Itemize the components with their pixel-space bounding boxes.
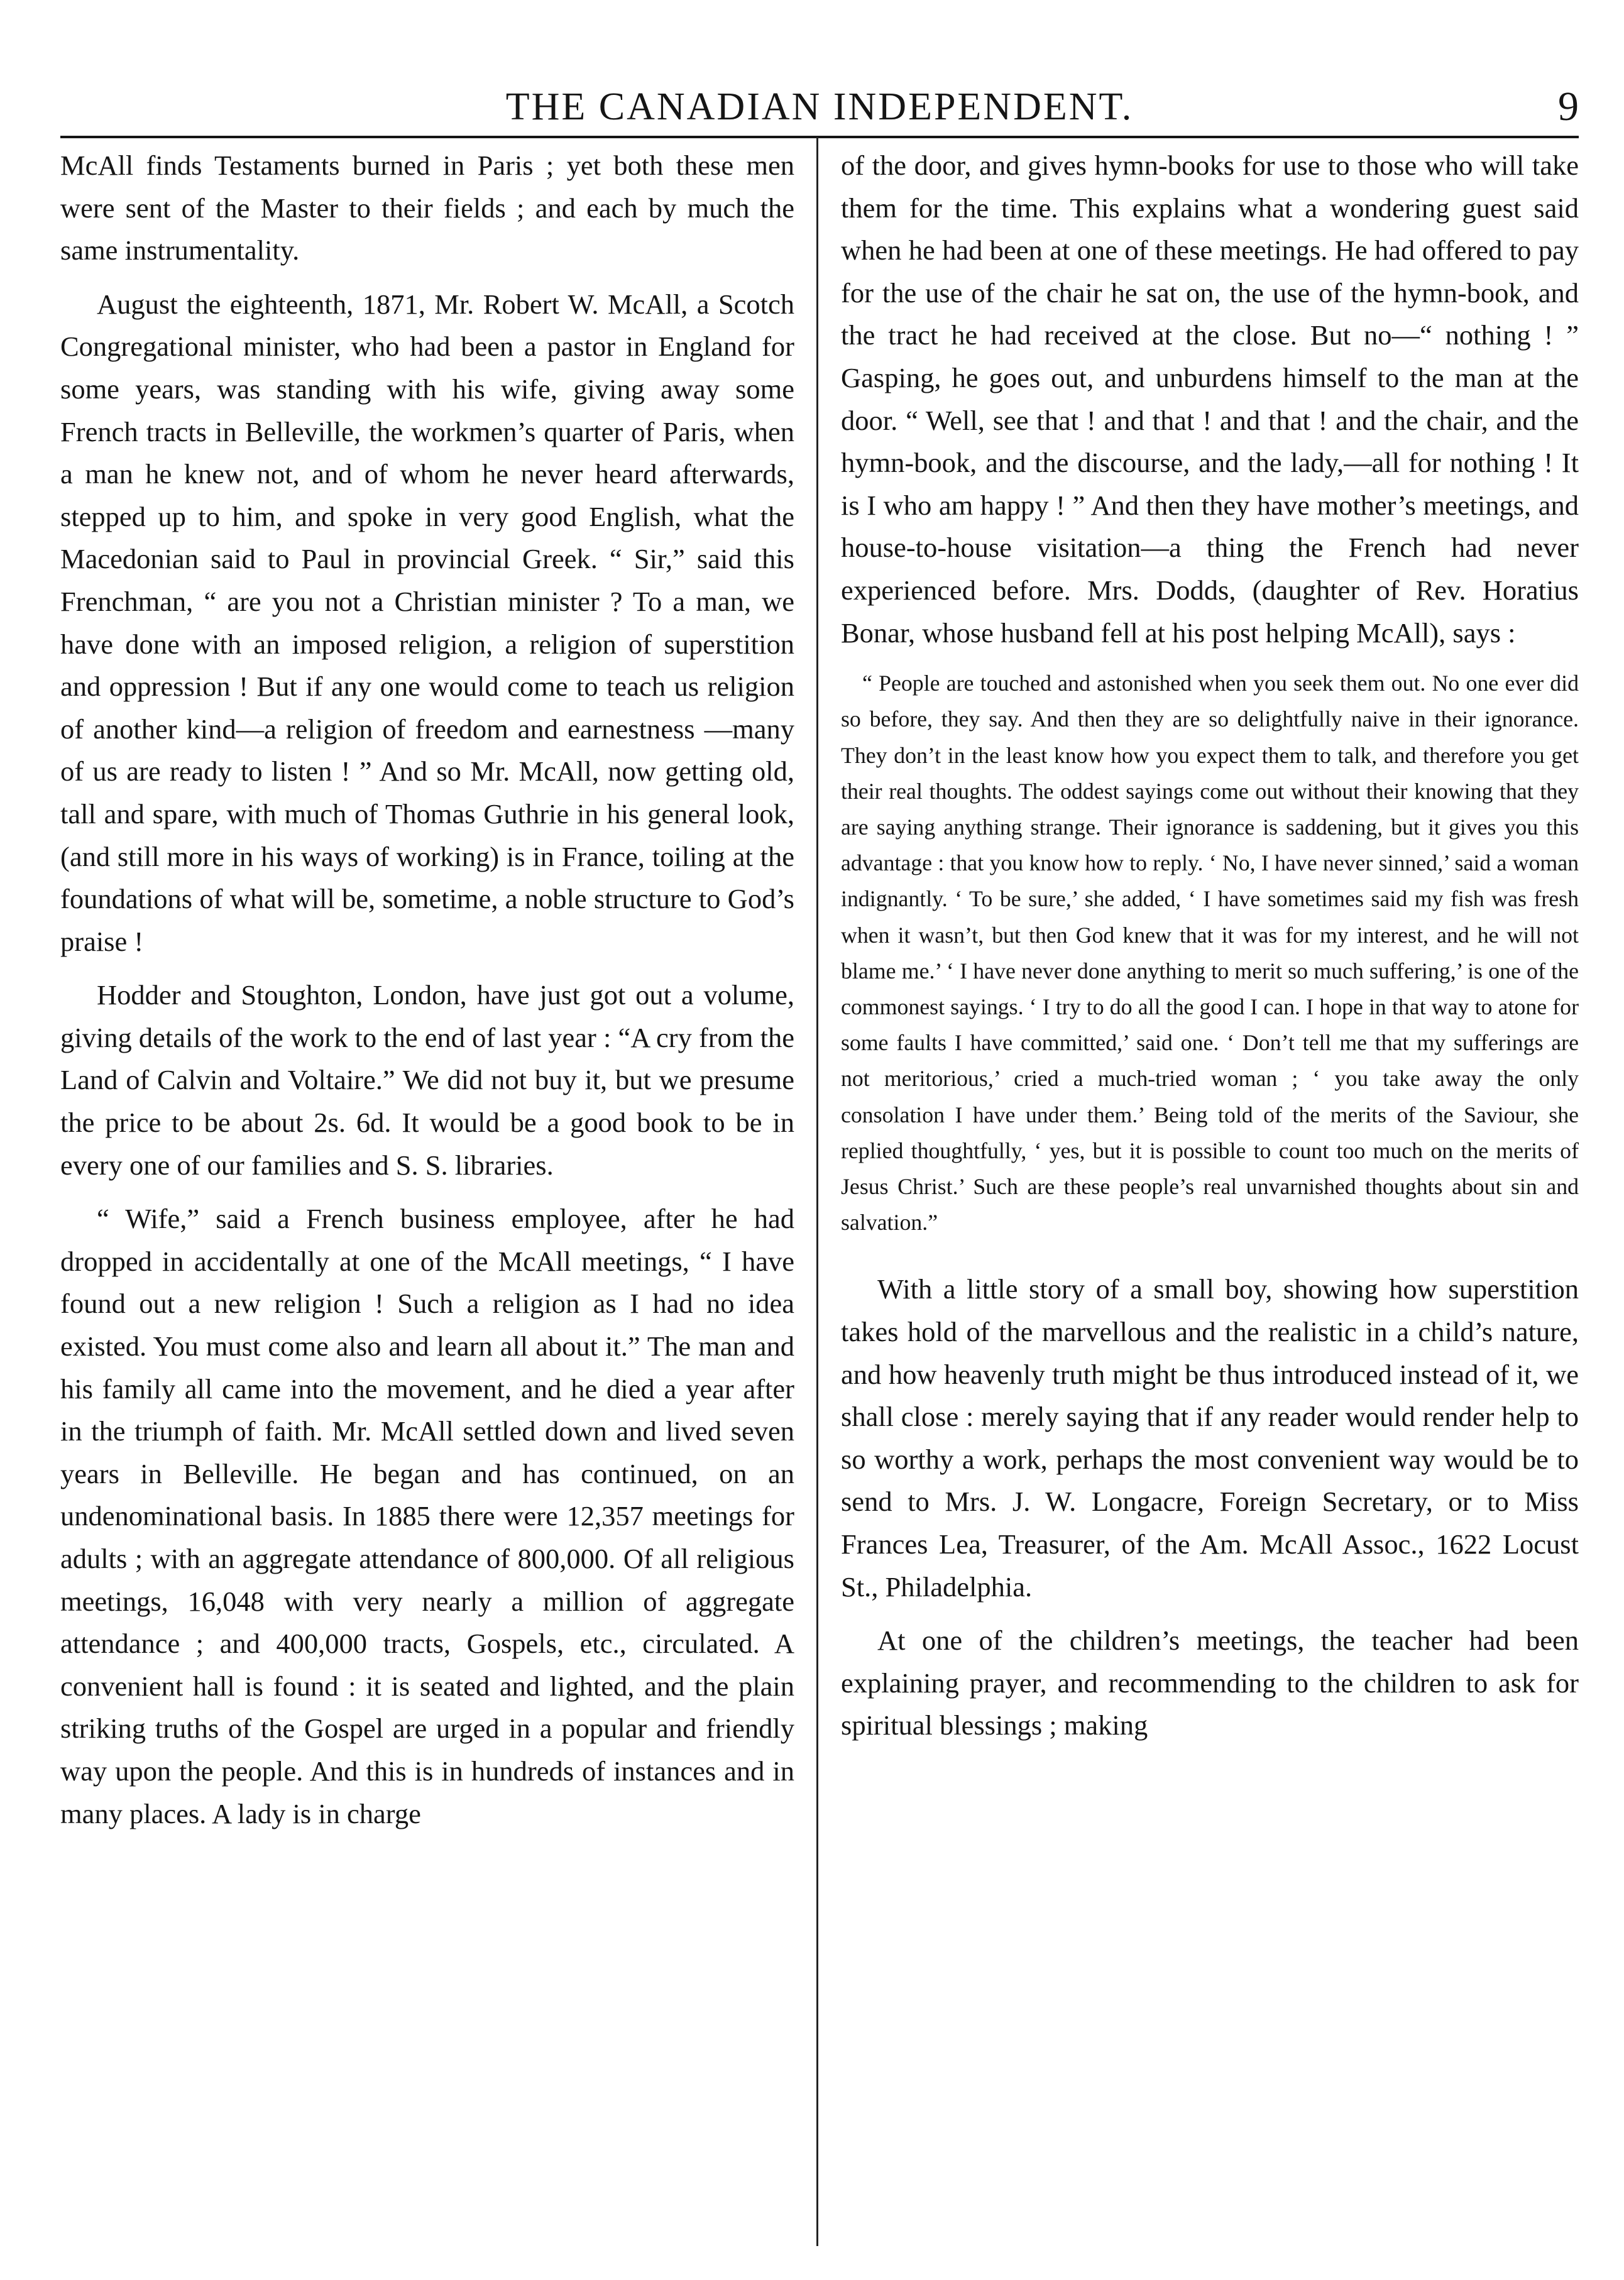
paragraph: “ Wife,” said a French business employee, after he had dropped in accidentally at one of the McAll meetings, “ I have found out a new religion ! Such a religion as I had no idea existed. You must come also and learn all about it.” The man and his family all came into the movement, and he died a year after in the triumph of faith. Mr. McAll settled down and lived seven years in Belleville. He began and has continued, on an undenominational basis. In 1885 there were 12,357 meetings for adults ; with an aggregate attendance of 800,000. Of all religious meetings, 16,048 with very nearly a million of aggregate attendance ; and 400,000 tracts, Gospels, etc., circulated. A convenient hall is found : it is seated and lighted, and the plain striking truths of the Gospel are urged in a popular and friendly way upon the people. And this is in hundreds of instances and in many places. A lady is in charge bbox=[60, 1203, 794, 1829]
paragraph: McAll finds Testaments burned in Paris ; yet both these men were sent of the Master to their fields ; and each by much the same instrumentality. bbox=[60, 150, 794, 266]
right-column bbox=[841, 145, 1579, 1758]
newspaper-page bbox=[60, 82, 1579, 2244]
paragraph: Hodder and Stoughton, London, have just got out a volume, giving details of the work to the end of last year : “A cry from the Land of Calvin and Voltaire.” We did not buy it, but we presume the price to be about 2s. 6d. It would be a good book to be in every one of our families and S. S. libraries. bbox=[60, 979, 794, 1181]
header-rule bbox=[60, 136, 1579, 138]
paragraph: With a little story of a small boy, showing how superstition takes hold of the marvellous and the realistic in a child’s nature, and how heavenly truth might be thus introduced instead of it, we shall close : merely saying that if any reader would render help to so worthy a work, perhaps the most convenient way would be to send to Mrs. J. W. Longacre, Foreign Secretary, or to Miss Frances Lea, Treasurer, of the Am. McAll Assoc., 1622 Locust St., Philadelphia. bbox=[841, 1273, 1579, 1603]
left-column bbox=[60, 145, 794, 1846]
paragraph: of the door, and gives hymn-books for use to those who will take them for the time. This explains what a wondering guest said when he had been at one of these meetings. He had offered to pay for the use of the chair he sat on, the use of the hymn-book, and the tract he had received at the close. But no—“ nothing ! ” Gasping, he goes out, and unburdens himself to the man at the door. “ Well, see that ! and that ! and that ! and the chair, and the hymn-book, and the discourse, and the lady,—all for nothing ! It is I who am happy ! ” And then they have mother’s meetings, and house-to-house visitation—a thing the French had never experienced before. Mrs. Dodds, (daughter of Rev. Horatius Bonar, whose husband fell at his post helping McAll), says : bbox=[841, 150, 1579, 649]
page-number: 9 bbox=[1558, 84, 1579, 129]
column-divider bbox=[816, 137, 818, 2246]
running-title: THE CANADIAN INDEPENDENT. bbox=[505, 85, 1134, 128]
block-quote: “ People are touched and astonished when you seek them out. No one ever did so before, they say. And then they are so delightfully naive in their ignorance. They don’t in the least know how you expect them to talk, and therefore you get their real thoughts. The oddest sayings come out without their knowing that they are saying anything strange. Their ignorance is saddening, but it gives you this advantage : that you know how to reply. ‘ No, I have never sinned,’ said a woman indignantly. ‘ To be sure,’ she added, ‘ I have sometimes said my fish was fresh when it wasn’t, but then God knew that it was for my interest, and he will not blame me.’ ‘ I have never done anything to merit so much suffering,’ is one of the commonest sayings. ‘ I try to do all the good I can. I hope in that way to atone for some faults I have committed,’ said one. ‘ Don’t tell me that my sufferings are not meritorious,’ cried a much-tried woman ; ‘ you take away the only consolation I have under them.’ Being told of the merits of the Saviour, she replied thoughtfully, ‘ yes, but it is possible to count too much on the merits of Jesus Christ.’ Such are these people’s real unvarnished thoughts about sin and salvation.” bbox=[841, 671, 1579, 1236]
paragraph: August the eighteenth, 1871, Mr. Robert W. McAll, a Scotch Congregational minister, who had been a pastor in England for some years, was standing with his wife, giving away some French tracts in Belleville, the workmen’s quarter of Paris, when a man he knew not, and of whom he never heard afterwards, stepped up to him, and spoke in very good English, what the Macedonian said to Paul in provincial Greek. “ Sir,” said this Frenchman, “ are you not a Christian minister ? To a man, we have done with an imposed religion, a religion of superstition and oppression ! But if any one would come to teach us religion of another kind—a religion of freedom and earnestness —many of us are ready to listen ! ” And so Mr. McAll, now getting old, tall and spare, with much of Thomas Guthrie in his general look, (and still more in his ways of working) is in France, toiling at the foundations of what will be, sometime, a noble structure to God’s praise ! bbox=[60, 288, 794, 957]
paragraph: At one of the children’s meetings, the teacher had been explaining prayer, and recommending to the children to ask for spiritual blessings ; making bbox=[841, 1625, 1579, 1741]
page-header bbox=[60, 82, 1579, 136]
